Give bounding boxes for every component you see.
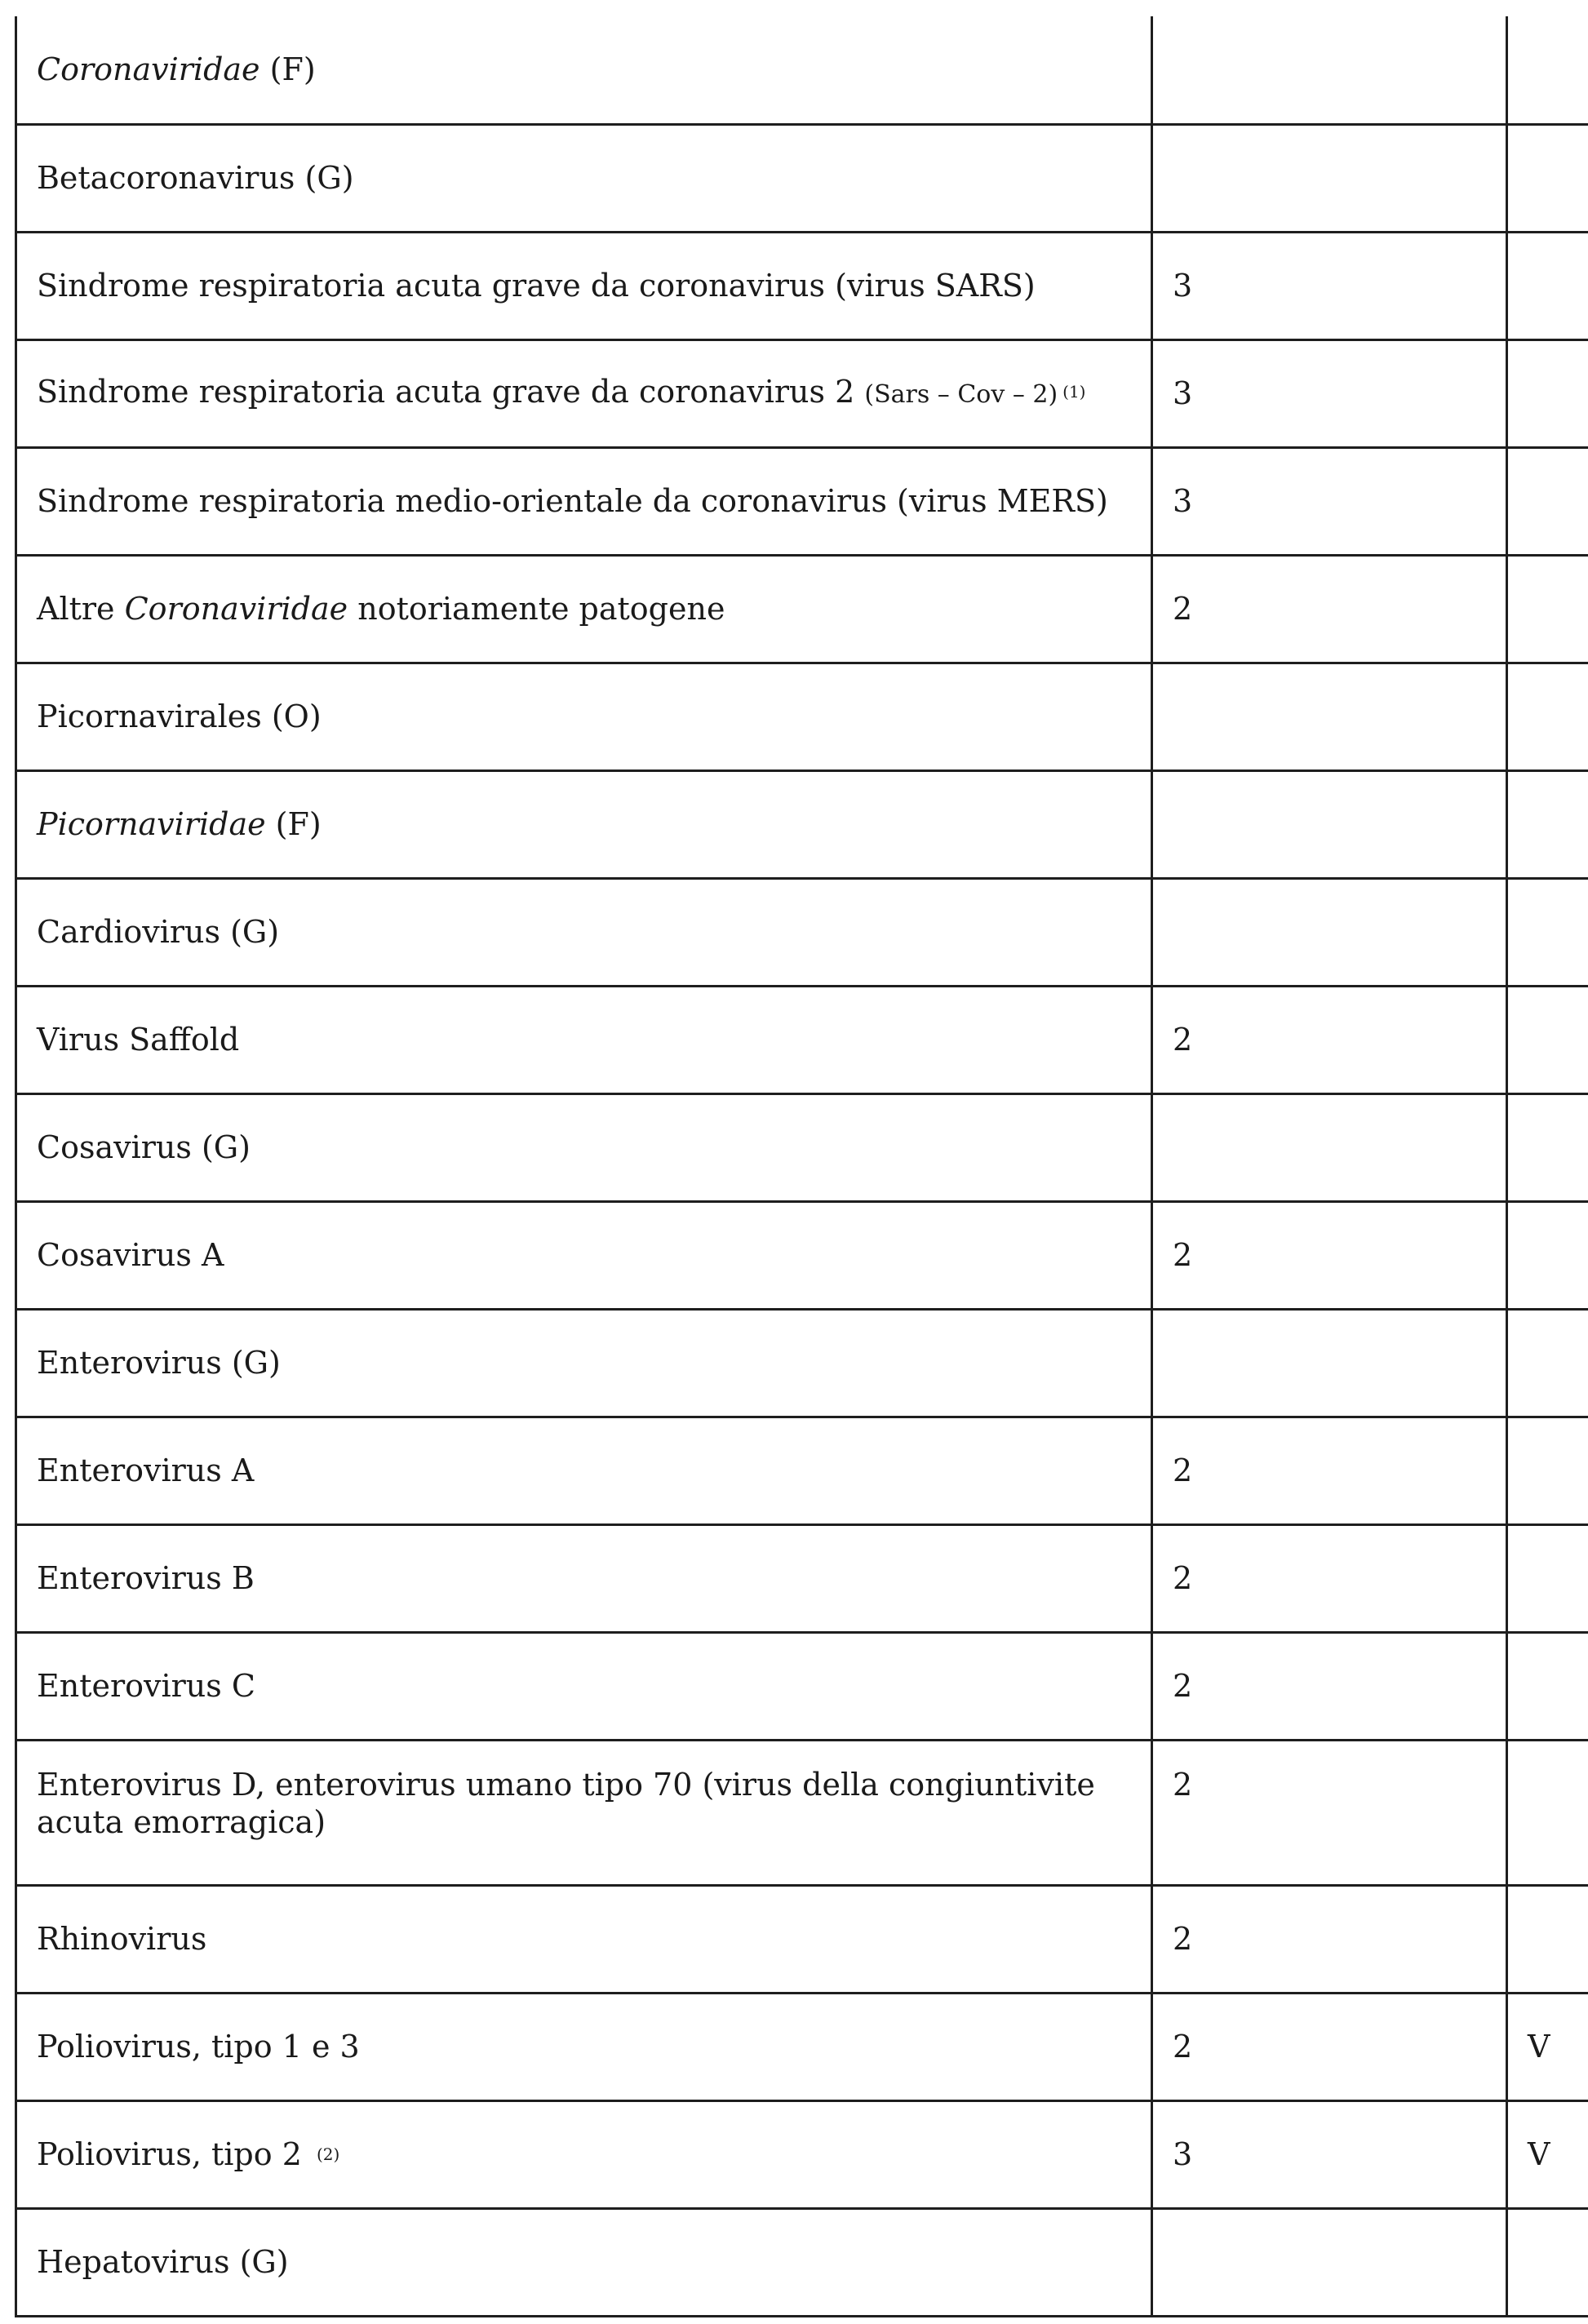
table-row: [16, 555, 1588, 663]
agent-name-cell: Enterovirus A: [16, 1417, 1152, 1524]
group-cell: 2: [1152, 1740, 1507, 1885]
group-cell: [1152, 1309, 1507, 1417]
table-row: [16, 2100, 1588, 2208]
group-cell: [1152, 1093, 1507, 1201]
agent-name-cell: Poliovirus, tipo 1 e 3: [16, 1993, 1152, 2100]
group-cell: 2: [1152, 1632, 1507, 1740]
family-name-italic: Coronaviridae: [37, 51, 260, 88]
group-cell: 3: [1152, 339, 1507, 447]
family-name-italic: Coronaviridae: [124, 591, 348, 627]
table-row: [16, 1093, 1588, 1201]
table-row: [16, 447, 1588, 555]
group-cell: [1152, 663, 1507, 770]
agent-name-cell: Sindrome respiratoria medio-orientale da coronavirus (virus MERS): [16, 447, 1152, 555]
group-cell: 3: [1152, 2100, 1507, 2208]
group-cell: [1152, 2208, 1507, 2316]
note-cell: [1507, 770, 1588, 878]
table-row: [16, 986, 1588, 1093]
agents-table: [15, 16, 1588, 2317]
agent-name-cell: Enterovirus C: [16, 1632, 1152, 1740]
table-row: [16, 663, 1588, 770]
agent-name-cell: Betacoronavirus (G): [16, 124, 1152, 232]
note-cell: [1507, 986, 1588, 1093]
agent-name-cell: Enterovirus D, enterovirus umano tipo 70 (virus della congiuntivite acuta emorragica): [16, 1740, 1152, 1885]
footnote-marker: (2): [316, 2144, 340, 2164]
note-cell: [1507, 555, 1588, 663]
table-row: [16, 878, 1588, 986]
note-cell: [1507, 1309, 1588, 1417]
agent-name-cell: Hepatovirus (G): [16, 2208, 1152, 2316]
table-row: [16, 770, 1588, 878]
family-name-italic: Picornaviridae: [37, 806, 266, 842]
group-cell: 2: [1152, 1993, 1507, 2100]
note-cell: V: [1507, 1993, 1588, 2100]
agent-name-cell: [16, 16, 1152, 124]
note-cell: [1507, 339, 1588, 447]
note-cell: [1507, 16, 1588, 124]
agent-name-cell: Sindrome respiratoria acuta grave da coronavirus (virus SARS): [16, 232, 1152, 339]
agent-name-cell: Enterovirus B: [16, 1524, 1152, 1632]
agent-name-cell: Virus Saffold: [16, 986, 1152, 1093]
note-cell: [1507, 1093, 1588, 1201]
agent-name: Sindrome respiratoria acuta grave da coronavirus 2: [37, 374, 865, 410]
note-cell: V: [1507, 2100, 1588, 2208]
table-row: [16, 1417, 1588, 1524]
group-cell: 2: [1152, 986, 1507, 1093]
note-cell: [1507, 447, 1588, 555]
group-cell: [1152, 124, 1507, 232]
table-row: [16, 1885, 1588, 1993]
table-row: [16, 2208, 1588, 2316]
note-cell: [1507, 1740, 1588, 1885]
table-row: [16, 1632, 1588, 1740]
group-cell: 2: [1152, 1201, 1507, 1309]
group-cell: 2: [1152, 555, 1507, 663]
group-cell: 2: [1152, 1524, 1507, 1632]
note-cell: [1507, 1885, 1588, 1993]
note-cell: [1507, 232, 1588, 339]
prefix-text: Altre: [37, 591, 125, 627]
agent-name-cell: [16, 555, 1152, 663]
group-cell: 3: [1152, 232, 1507, 339]
table-row: [16, 124, 1588, 232]
group-cell: [1152, 878, 1507, 986]
group-cell: 3: [1152, 447, 1507, 555]
table-row: [16, 1201, 1588, 1309]
agent-name-cell: Cardiovirus (G): [16, 878, 1152, 986]
agent-name: Poliovirus, tipo 2: [37, 2136, 312, 2172]
table-row: [16, 1993, 1588, 2100]
agent-name-cell: Cosavirus A: [16, 1201, 1152, 1309]
table-row: [16, 16, 1588, 124]
note-cell: [1507, 1201, 1588, 1309]
agent-name-cell: Rhinovirus: [16, 1885, 1152, 1993]
agent-name-cell: Picornavirales (O): [16, 663, 1152, 770]
agent-abbreviation: (Sars – Cov – 2): [864, 380, 1058, 409]
group-cell: [1152, 16, 1507, 124]
note-cell: [1507, 1632, 1588, 1740]
group-cell: 2: [1152, 1885, 1507, 1993]
group-cell: 2: [1152, 1417, 1507, 1524]
note-cell: [1507, 1417, 1588, 1524]
suffix-text: notoriamente patogene: [348, 591, 725, 627]
table-row: [16, 1524, 1588, 1632]
table-row: [16, 339, 1588, 447]
agent-name-cell: [16, 2100, 1152, 2208]
table-row: [16, 1309, 1588, 1417]
rank-label: (F): [265, 806, 322, 842]
table-row: [16, 232, 1588, 339]
agent-name-cell: Enterovirus (G): [16, 1309, 1152, 1417]
rank-label: (F): [259, 51, 316, 88]
agent-name-cell: Cosavirus (G): [16, 1093, 1152, 1201]
note-cell: [1507, 878, 1588, 986]
agent-name-cell: [16, 770, 1152, 878]
note-cell: [1507, 2208, 1588, 2316]
group-cell: [1152, 770, 1507, 878]
agent-name-cell: [16, 339, 1152, 447]
note-cell: [1507, 124, 1588, 232]
note-cell: [1507, 663, 1588, 770]
note-cell: [1507, 1524, 1588, 1632]
table-row: [16, 1740, 1588, 1885]
footnote-marker: (1): [1062, 382, 1086, 401]
